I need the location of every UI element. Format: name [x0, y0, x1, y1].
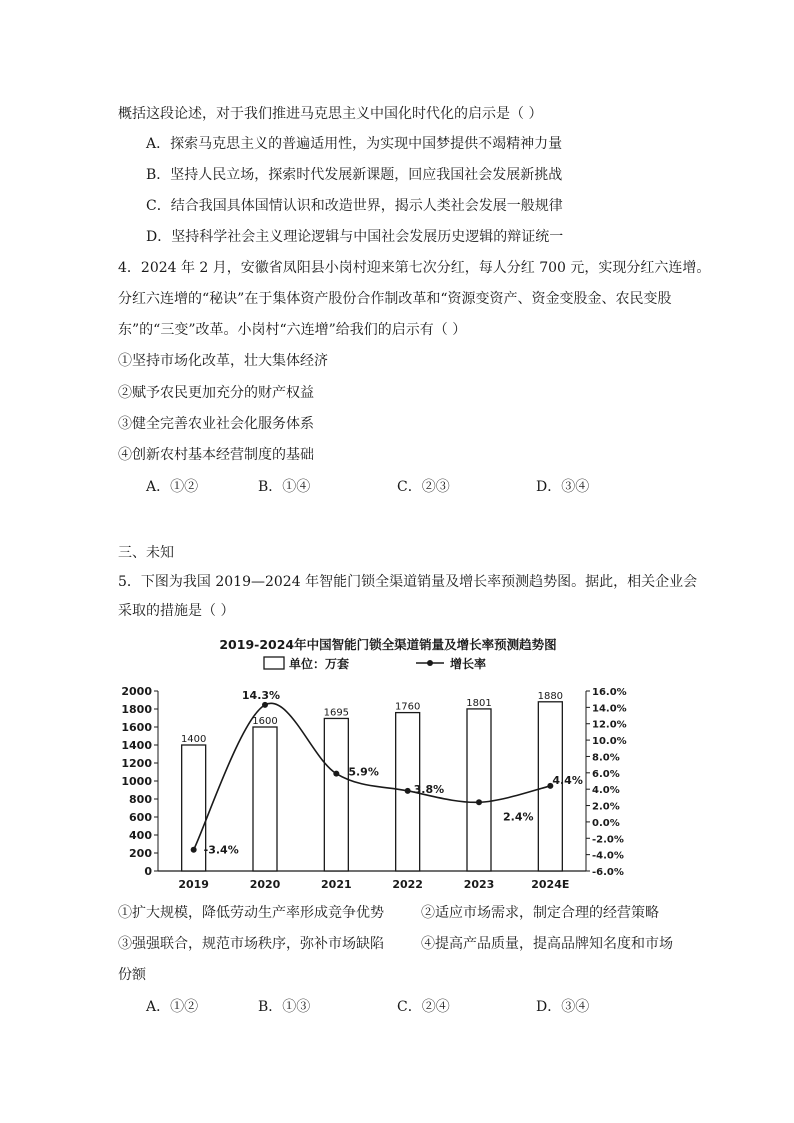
x-tick-label: 2023	[463, 878, 495, 890]
x-tick-label: 2020	[249, 878, 281, 890]
bar-label: 1600	[252, 716, 278, 727]
q4-choice-a: A．①②	[146, 479, 199, 495]
sales-growth-chart	[118, 630, 638, 890]
left-tick-label: 1800	[121, 703, 152, 716]
growth-rate-point	[333, 771, 339, 777]
right-tick-label: -2.0%	[592, 834, 624, 846]
growth-rate-label: 4.4%	[552, 773, 583, 787]
bar-label: 1400	[180, 734, 207, 745]
right-tick-label: 8.0%	[592, 752, 620, 764]
bar	[324, 718, 348, 871]
q3-stem: 概括这段论述，对于我们推进马克思主义中国化时代化的启示是（ ）	[118, 106, 543, 122]
bar-label: 1801	[466, 697, 492, 709]
q4-item-3: ③健全完善农业社会化服务体系	[118, 416, 314, 432]
left-tick-label: 800	[129, 793, 152, 806]
legend-line-label: 增长率	[450, 657, 487, 671]
q5-stem-line-1: 5．下图为我国 2019—2024 年智能门锁全渠道销量及增长率预测趋势图。据此，相关企业会	[118, 574, 698, 590]
bar-label: 1760	[394, 701, 421, 713]
q3-option-b: B．坚持人民立场，探索时代发展新课题，回应我国社会发展新挑战	[146, 167, 563, 183]
right-tick-label: 0.0%	[592, 817, 620, 829]
q5-choice-a: A．①②	[146, 999, 199, 1015]
q5-choice-c: C．②④	[397, 999, 450, 1015]
chart-plot	[121, 685, 626, 890]
right-tick-label: 16.0%	[592, 687, 627, 698]
left-tick-label: 0	[144, 865, 152, 878]
q4-choice-d: D．③④	[536, 479, 590, 495]
q3-option-a: A．探索马克思主义的普遍适用性，为实现中国梦提供不竭精神力量	[146, 136, 563, 152]
right-tick-label: -6.0%	[592, 867, 624, 878]
bar	[253, 727, 277, 871]
q3-option-c: C．结合我国具体国情认识和改造世界，揭示人类社会发展一般规律	[146, 198, 563, 214]
right-tick-label: 10.0%	[592, 736, 627, 748]
left-tick-label: 600	[129, 811, 152, 824]
left-tick-label: 1600	[121, 721, 152, 734]
q5-item-4-continued: 份额	[118, 967, 146, 983]
right-tick-label: 6.0%	[592, 768, 620, 780]
q4-choice-c: C．②③	[397, 479, 450, 495]
right-tick-label: 14.0%	[592, 703, 627, 715]
q5-item-4: ④提高产品质量，提高品牌知名度和市场	[421, 936, 673, 952]
x-tick-label: 2022	[392, 878, 423, 890]
right-tick-label: 12.0%	[592, 719, 627, 731]
left-tick-label: 1000	[121, 775, 152, 788]
growth-rate-label: -3.4%	[203, 843, 239, 857]
growth-rate-point	[191, 847, 197, 853]
legend-bar-label: 单位：万套	[289, 657, 350, 671]
q5-item-1: ①扩大规模，降低劳动生产率形成竞争优势	[118, 905, 384, 921]
growth-rate-label: 14.3%	[241, 688, 281, 702]
growth-rate-label: 2.4%	[503, 810, 534, 824]
growth-rate-point	[262, 702, 268, 708]
q5-item-3: ③强强联合，规范市场秩序，弥补市场缺陷	[118, 936, 384, 952]
bar-label: 1695	[323, 707, 350, 719]
growth-rate-label: 3.8%	[413, 782, 445, 796]
q4-item-4: ④创新农村基本经营制度的基础	[118, 447, 314, 463]
q3-option-d: D．坚持科学社会主义理论逻辑与中国社会发展历史逻辑的辩证统一	[146, 229, 564, 245]
growth-rate-point	[476, 799, 482, 805]
right-tick-label: 4.0%	[592, 785, 620, 797]
left-tick-label: 200	[129, 847, 152, 860]
q5-choices	[0, 997, 794, 1017]
q5-choice-b: B．①③	[258, 999, 311, 1015]
q5-stem-line-2: 采取的措施是（ ）	[118, 603, 235, 619]
q4-stem-line-2: 分红六连增的“秘诀”在于集体资产股份合作制改革和“资源变资产、资金变股金、农民变股	[118, 291, 672, 307]
x-tick-label: 2024E	[531, 878, 570, 890]
section-title: 三、未知	[118, 545, 174, 561]
bar-label: 1880	[537, 690, 564, 702]
legend-line-marker	[427, 660, 433, 666]
left-tick-label: 2000	[121, 685, 152, 698]
right-tick-label: 2.0%	[592, 801, 620, 813]
bar	[467, 709, 491, 871]
q4-item-2: ②赋予农民更加充分的财产权益	[118, 385, 314, 401]
q4-choices	[0, 477, 794, 497]
q5-choice-d: D．③④	[536, 999, 590, 1015]
chart-title: 2019-2024年中国智能门锁全渠道销量及增长率预测趋势图	[219, 637, 557, 652]
chart-legend	[264, 656, 486, 671]
growth-rate-point	[405, 788, 411, 794]
x-tick-label: 2021	[321, 878, 352, 890]
q4-stem-line-1: 4．2024 年 2 月，安徽省凤阳县小岗村迎来第七次分红，每人分红 700 元，实现分红六连增。	[118, 260, 711, 276]
left-tick-label: 1400	[121, 739, 152, 752]
q5-item-2: ②适应市场需求，制定合理的经营策略	[421, 905, 659, 921]
x-tick-label: 2019	[178, 878, 209, 890]
left-tick-label: 400	[129, 829, 152, 842]
q4-choice-b: B．①④	[258, 479, 311, 495]
q4-stem-line-3: 东”的“三变”改革。小岗村“六连增”给我们的启示有（ ）	[118, 322, 467, 338]
legend-bar-swatch	[264, 657, 284, 669]
left-tick-label: 1200	[121, 757, 152, 770]
q4-item-1: ①坚持市场化改革，壮大集体经济	[118, 353, 328, 369]
right-tick-label: -4.0%	[592, 850, 624, 862]
growth-rate-label: 5.9%	[348, 765, 379, 779]
